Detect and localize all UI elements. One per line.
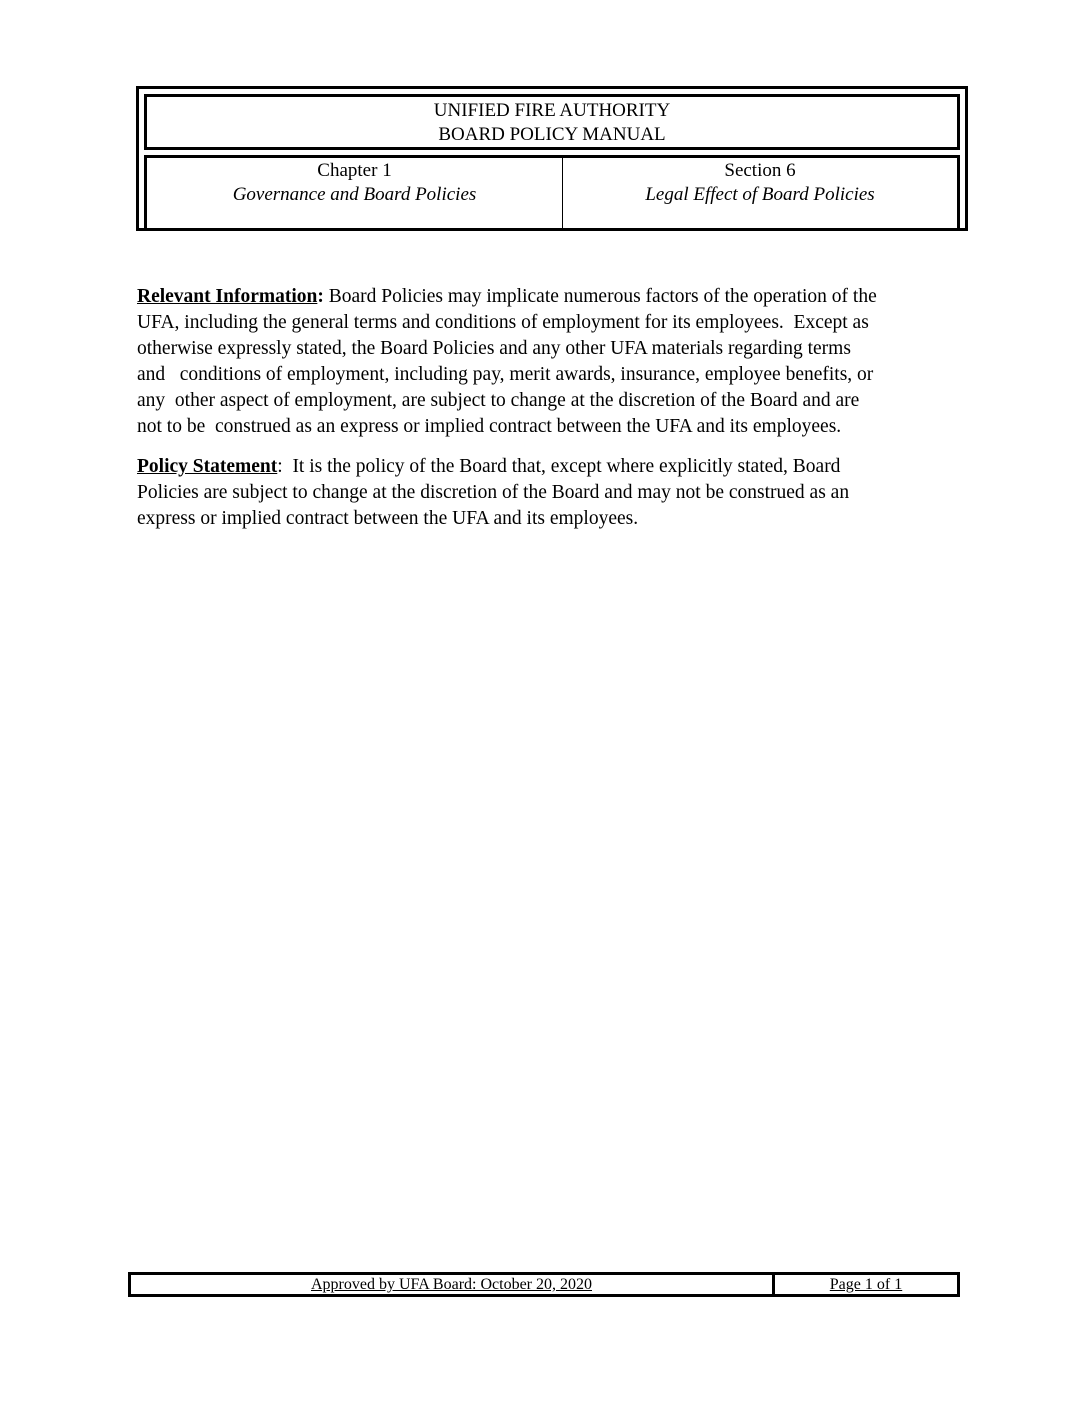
- chapter-label: Chapter 1: [317, 160, 392, 181]
- section-cell: [563, 158, 957, 228]
- relevant-information-line-5: any other aspect of employment, are subject to change at the discretion of the Board and are: [137, 390, 860, 411]
- relevant-information-line-4: and conditions of employment, including pay, merit awards, insurance, employee benefits, or: [137, 364, 874, 385]
- chapter-cell: [147, 158, 563, 228]
- organization-name: UNIFIED FIRE AUTHORITY: [433, 100, 671, 121]
- relevant-information-heading: Relevant Information: [137, 286, 318, 307]
- approval-date: Approved by UFA Board: October 20, 2020: [131, 1275, 775, 1294]
- policy-statement-line-3: express or implied contract between the UFA and its employees.: [137, 508, 639, 529]
- relevant-information-text-1: Board Policies may implicate numerous factors of the operation of the: [323, 286, 877, 307]
- relevant-information-line-2: UFA, including the general terms and conditions of employment for its employees. Except as: [137, 312, 869, 333]
- relevant-information-line-3: otherwise expressly stated, the Board Policies and any other UFA materials regarding terms: [137, 338, 851, 359]
- manual-title-box: [144, 94, 960, 150]
- policy-statement-line-2: Policies are subject to change at the discretion of the Board and may not be construed as an: [137, 482, 850, 503]
- section-title: Legal Effect of Board Policies: [645, 184, 875, 205]
- relevant-information-line-1: [137, 284, 949, 310]
- policy-statement-colon: :: [277, 456, 283, 477]
- manual-name: BOARD POLICY MANUAL: [438, 124, 666, 145]
- section-label: Section 6: [724, 160, 796, 181]
- chapter-section-row: [144, 155, 960, 228]
- policy-footer: [128, 1272, 960, 1297]
- relevant-information-paragraph: [137, 284, 949, 440]
- page-number: Page 1 of 1: [829, 1276, 903, 1293]
- relevant-information-line-6: not to be construed as an express or implied contract between the UFA and its employees.: [137, 416, 842, 437]
- policy-body: [137, 284, 949, 546]
- policy-statement-heading: Policy Statement: [137, 456, 278, 477]
- relevant-information-colon: :: [317, 286, 324, 307]
- policy-statement-line-1: [137, 454, 949, 480]
- policy-statement-paragraph: [137, 454, 949, 532]
- policy-statement-text-1: It is the policy of the Board that, except where explicitly stated, Board: [282, 456, 841, 477]
- policy-header: [136, 86, 968, 231]
- chapter-title: Governance and Board Policies: [232, 184, 477, 205]
